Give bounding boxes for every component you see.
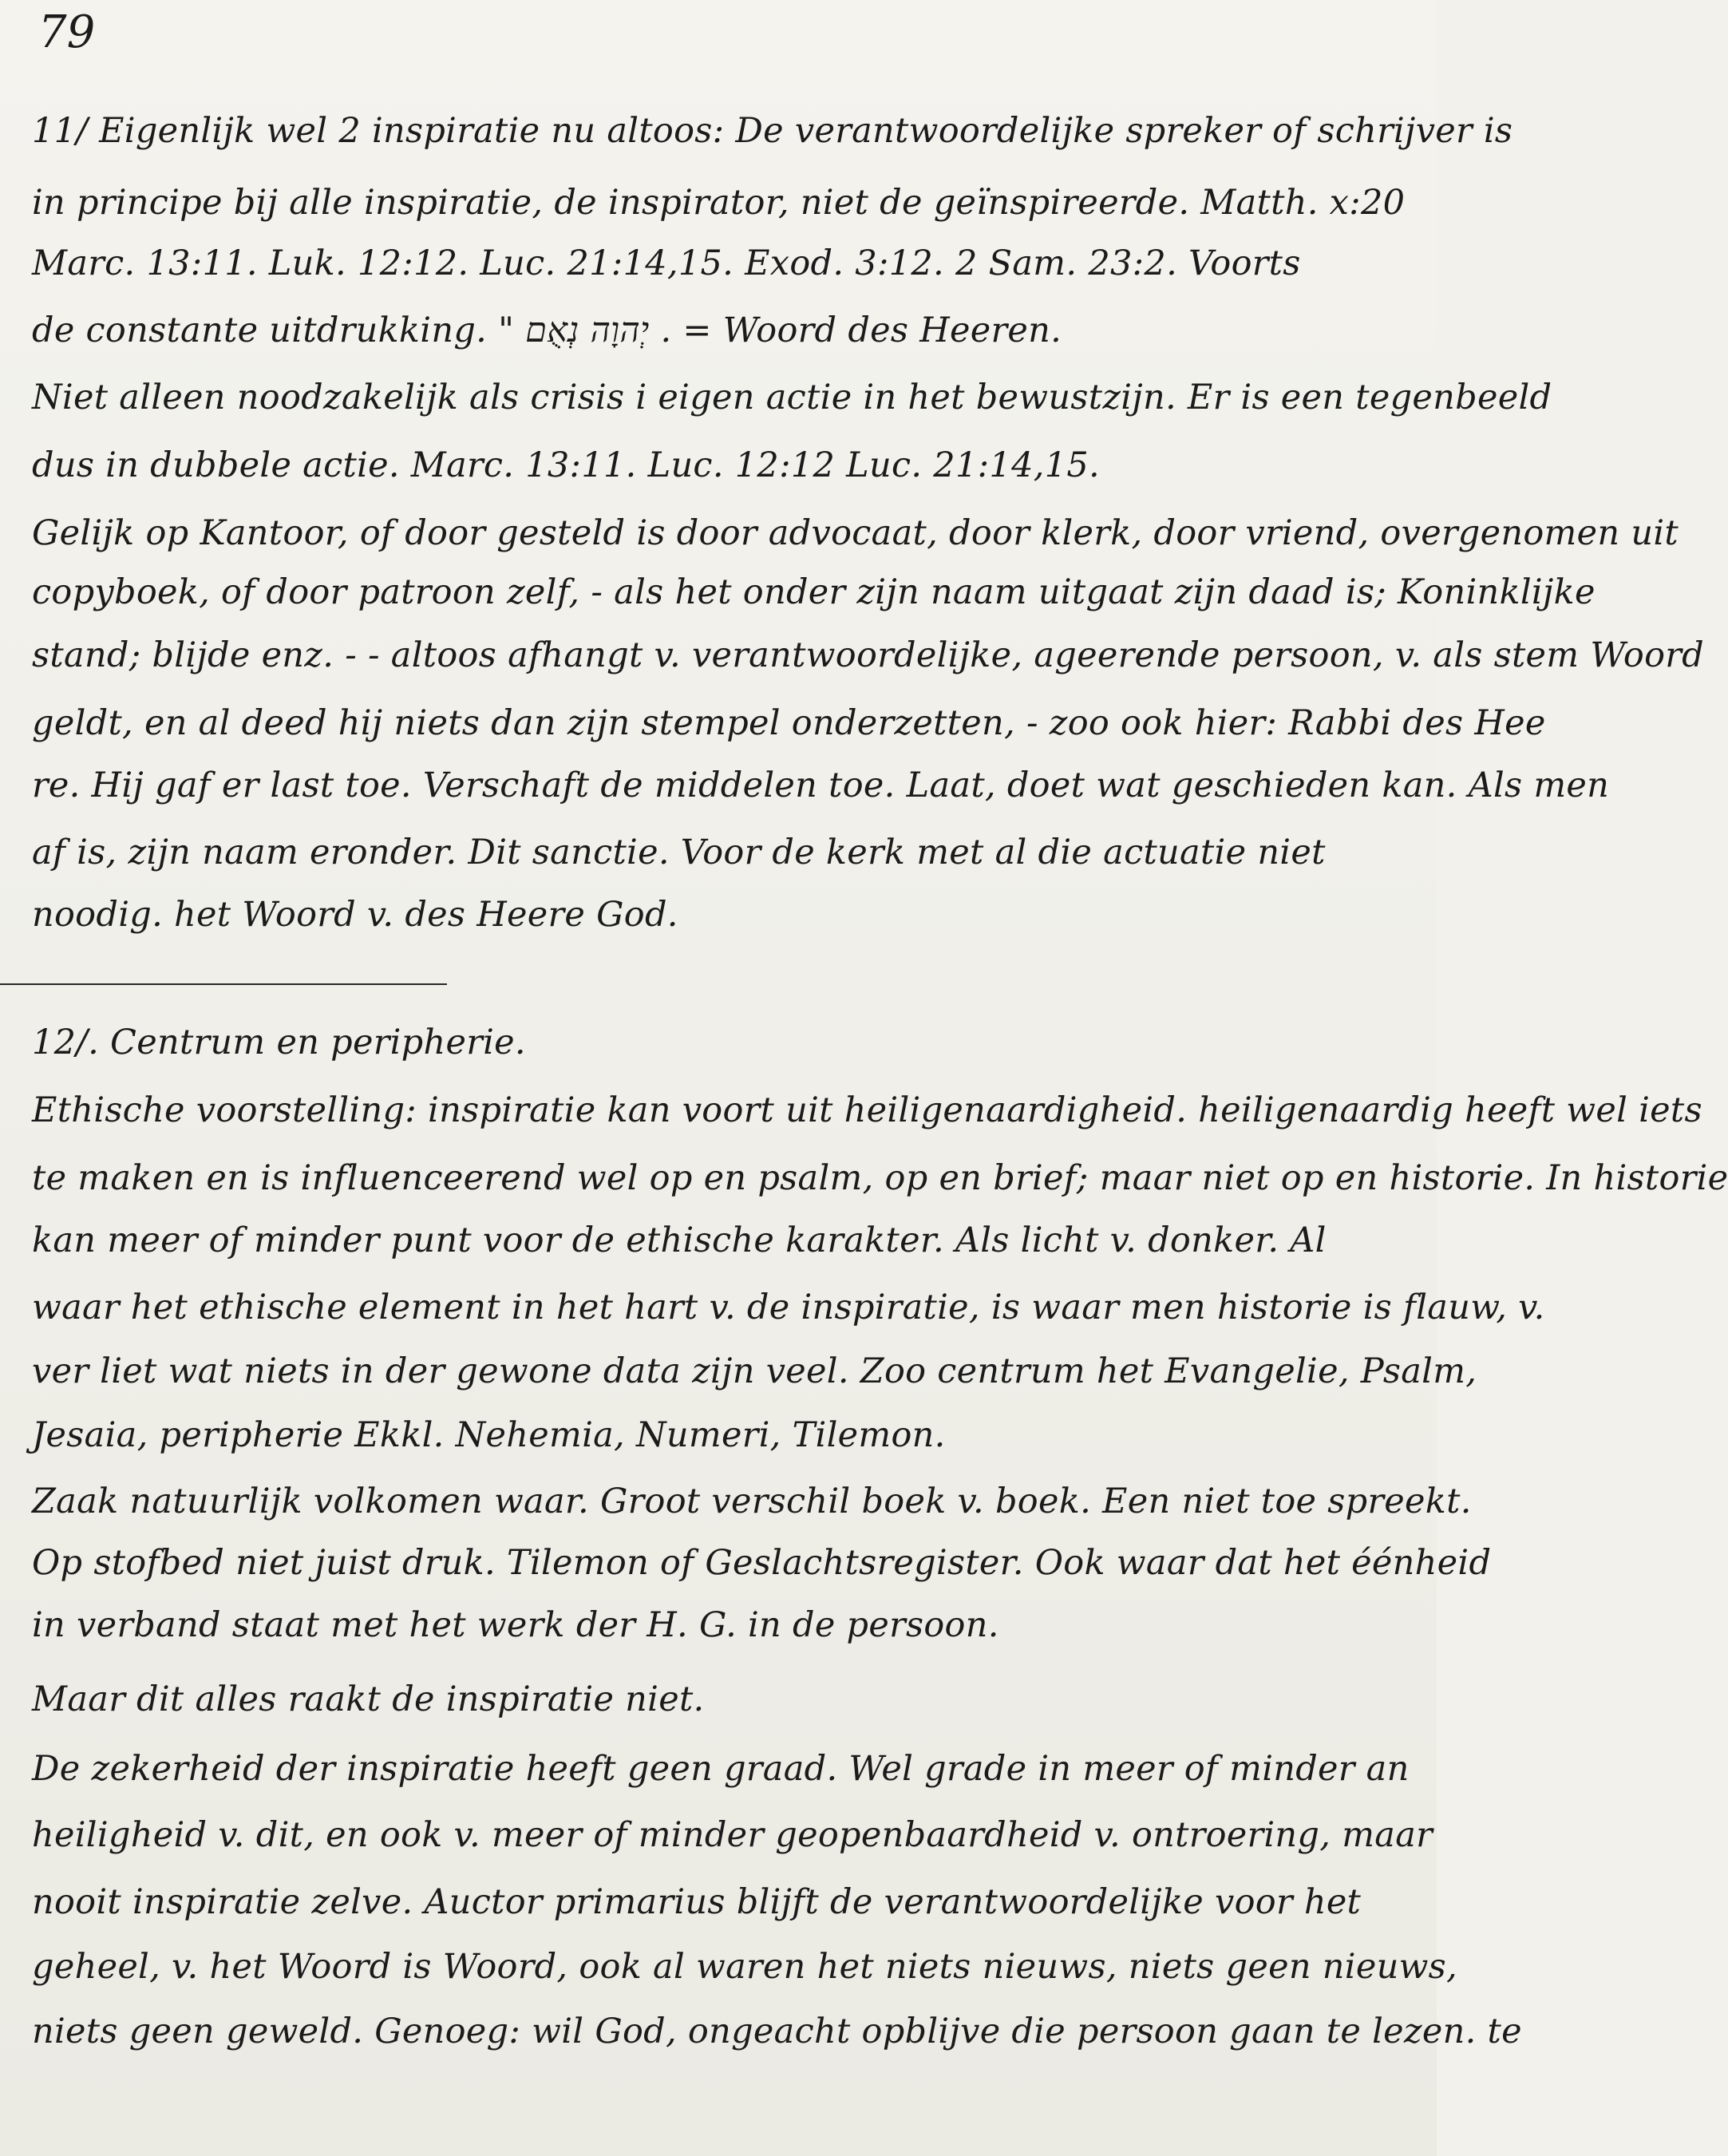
text-line: geldt, en al deed hij niets dan zijn stempel onderzetten, - zoo ook hier: Rabbi des Hee [32,703,1546,743]
text-line: heiligheid v. dit, en ook v. meer of minder geopenbaardheid v. ontroering, maar [32,1815,1433,1855]
text-line: 11/ Eigenlijk wel 2 inspiratie nu altoos: De verantwoordelijke spreker of schrijver is [32,111,1513,151]
section-heading: 12/. Centrum en peripherie. [32,1023,526,1062]
text-line: ver liet wat niets in der gewone data zijn veel. Zoo centrum het Evangelie, Psalm, [32,1351,1477,1391]
text-line: re. Hij gaf er last toe. Verschaft de middelen toe. Laat, doet wat geschieden kan. Als men [32,765,1610,805]
text-line: te maken en is influenceerend wel op en psalm, op en brief; maar niet op en historie. In historie [32,1158,1728,1198]
text-line: af is, zijn naam eronder. Dit sanctie. Voor de kerk met al die actuatie niet [32,833,1326,872]
text-line: Maar dit alles raakt de inspiratie niet. [32,1679,705,1719]
text-line: niets geen geweld. Genoeg: wil God, ongeacht opblijve die persoon gaan te lezen. te [32,2012,1522,2051]
text-line: De zekerheid der inspiratie heeft geen graad. Wel grade in meer of minder an [32,1749,1410,1789]
text-line: in verband staat met het werk der H. G. in de persoon. [32,1605,999,1645]
text-line: in principe bij alle inspiratie, de inspirator, niet de geïnspireerde. Matth. x:20 [32,183,1406,223]
text-line: stand; blijde enz. - - altoos afhangt v. verantwoordelijke, ageerende persoon, v. als stem Woord [32,635,1704,675]
text-line: Zaak natuurlijk volkomen waar. Groot verschil boek v. boek. Een niet toe spreekt. [32,1482,1472,1521]
text-line: Jesaia, peripherie Ekkl. Nehemia, Numeri, Tilemon. [32,1415,946,1455]
text-line: noodig. het Woord v. des Heere God. [32,895,678,935]
text-line: dus in dubbele actie. Marc. 13:11. Luc. 12:12 Luc. 21:14,15. [32,445,1100,485]
text-line: Gelijk op Kantoor, of door gesteld is door advocaat, door klerk, door vriend, overgenomen uit [32,513,1679,553]
page-number: 79 [38,6,96,58]
text-line: waar het ethische element in het hart v. de inspiratie, is waar men historie is flauw, v. [32,1288,1545,1327]
text-line: Marc. 13:11. Luk. 12:12. Luc. 21:14,15. Exod. 3:12. 2 Sam. 23:2. Voorts [32,243,1301,283]
section-divider [0,983,447,985]
text-line: Ethische voorstelling: inspiratie kan voort uit heiligenaardigheid. heiligenaardig heeft wel iets [32,1090,1702,1130]
text-line: Niet alleen noodzakelijk als crisis i eigen actie in het bewustzijn. Er is een tegenbeeld [32,378,1552,417]
text-line: geheel, v. het Woord is Woord, ook al waren het niets nieuws, niets geen nieuws, [32,1947,1458,1987]
text-line: nooit inspiratie zelve. Auctor primarius blijft de verantwoordelijke voor het [32,1882,1362,1922]
text-line: de constante uitdrukking. " יְהוָה נְאֻם . = Woord des Heeren. [32,311,1062,350]
text-line: Op stofbed niet juist druk. Tilemon of Geslachtsregister. Ook waar dat het éénheid [32,1543,1492,1583]
text-line: kan meer of minder punt voor de ethische karakter. Als licht v. donker. Al [32,1220,1327,1260]
text-line: copyboek, of door patroon zelf, - als het onder zijn naam uitgaat zijn daad is; Koninklijke [32,572,1596,612]
